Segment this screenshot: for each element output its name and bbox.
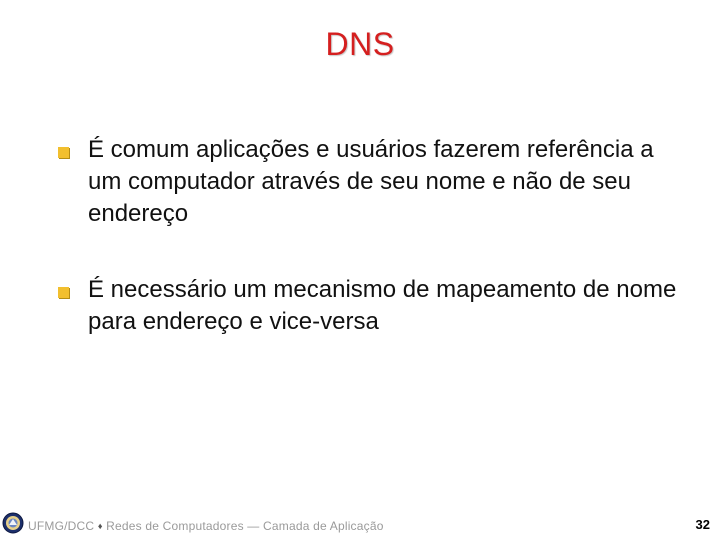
slide-footer [0,510,720,540]
bullet-list [58,134,678,338]
page-number: 32 [695,517,710,532]
square-bullet-icon [58,287,69,298]
footer-org: UFMG/DCC [28,519,95,533]
diamond-separator-icon: ♦ [97,521,103,531]
university-seal-icon [2,512,24,534]
bullet-text: É necessário um mecanismo de mapeamento de nome para endereço e vice-versa [88,276,677,335]
footer-text [28,519,384,533]
footer-course: Redes de Computadores — Camada de Aplicação [106,519,384,533]
bullet-text: É comum aplicações e usuários fazerem referência a um computador através de seu nome e não de seu endereço [88,136,654,227]
bullet-item [58,134,678,230]
square-bullet-icon [58,147,69,158]
slide-title: DNS [325,26,395,62]
bullet-item [58,274,678,338]
